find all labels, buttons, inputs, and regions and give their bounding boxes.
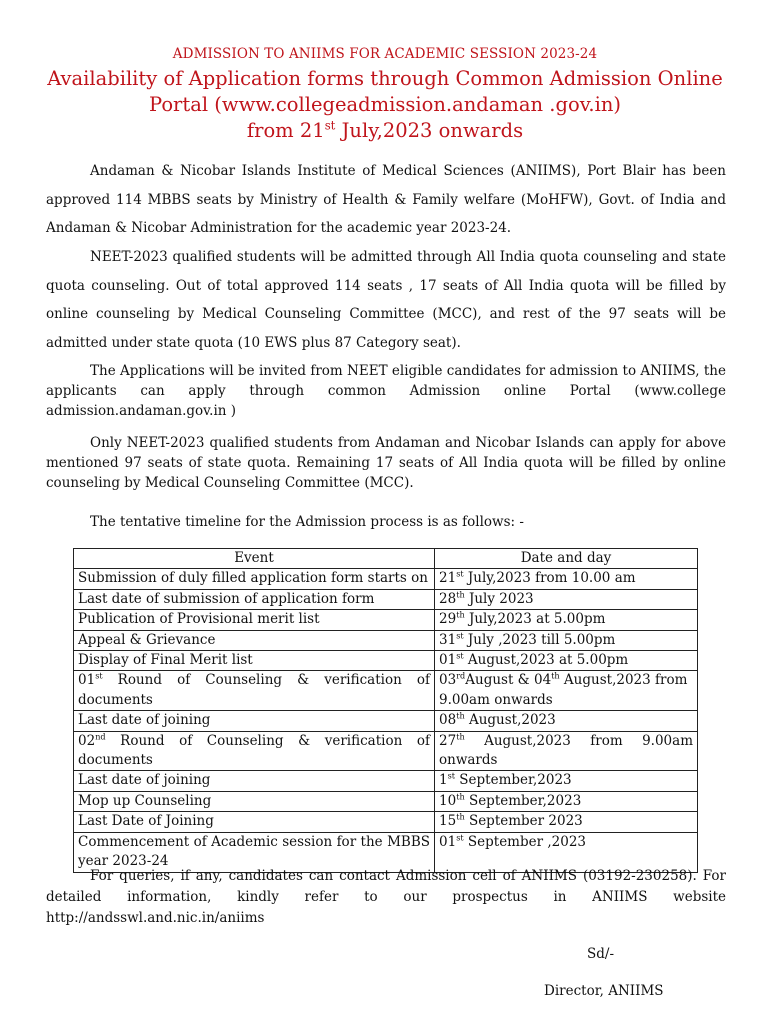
session-heading: ADMISSION TO ANIIMS FOR ACADEMIC SESSION 2023-24 bbox=[172, 46, 598, 62]
event-cell: 01st Round of Counseling & verification of documents bbox=[74, 671, 435, 711]
event-cell: Last Date of Joining bbox=[74, 812, 435, 832]
date-cell: 28th July 2023 bbox=[435, 589, 698, 609]
event-cell: Commencement of Academic session for the MBBS year 2023-24 bbox=[74, 832, 435, 872]
title-line-1: Availability of Application forms through Common Admission Online bbox=[47, 67, 723, 90]
table-row bbox=[74, 569, 698, 589]
title-date-day: from 21 bbox=[246, 119, 325, 142]
table-header-row bbox=[74, 549, 698, 569]
event-cell: Submission of duly filled application form starts on bbox=[74, 569, 435, 589]
title-date-suffix: st bbox=[324, 118, 336, 133]
event-cell: Last date of submission of application form bbox=[74, 589, 435, 609]
date-cell: 01st August,2023 at 5.00pm bbox=[435, 651, 698, 671]
date-cell: 01st September ,2023 bbox=[435, 832, 698, 872]
table-row bbox=[74, 630, 698, 650]
title-date-rest: July,2023 onwards bbox=[335, 119, 524, 142]
event-cell: Publication of Provisional merit list bbox=[74, 610, 435, 630]
event-cell: Display of Final Merit list bbox=[74, 651, 435, 671]
paragraph-quota: NEET-2023 qualified students will be admitted through All India quota counseling and state quota counseling. Out of total approved 114 seats , 17 seats of All India quota will be filled by online counseling by Medical Counseling Committee (MCC), and rest of the 97 seats will be admitted under state quota (10 EWS plus 87 Category seat). bbox=[46, 249, 726, 351]
event-cell: Appeal & Grievance bbox=[74, 630, 435, 650]
date-cell: 15th September 2023 bbox=[435, 812, 698, 832]
date-cell: 27th August,2023 from 9.00am onwards bbox=[435, 731, 698, 771]
event-cell: Last date of joining bbox=[74, 711, 435, 731]
signatory-designation: Director, ANIIMS bbox=[544, 983, 664, 999]
table-row bbox=[74, 791, 698, 811]
table-row bbox=[74, 731, 698, 771]
paragraph-approval: Andaman & Nicobar Islands Institute of Medical Sciences (ANIIMS), Port Blair has been approved 114 MBBS seats by Ministry of Health & Family welfare (MoHFW), Govt. of India and Andaman & Nicobar Administration for the academic year 2023-24. bbox=[46, 163, 726, 236]
paragraph-timeline-intro: The tentative timeline for the Admission process is as follows: - bbox=[90, 514, 524, 530]
table-row bbox=[74, 589, 698, 609]
table-row bbox=[74, 771, 698, 791]
signature-mark: Sd/- bbox=[587, 946, 614, 962]
date-cell: 03rdAugust & 04th August,2023 from 9.00am onwards bbox=[435, 671, 698, 711]
header-date: Date and day bbox=[435, 549, 698, 569]
header-event: Event bbox=[74, 549, 435, 569]
timeline-table bbox=[73, 548, 698, 873]
title-line-3 bbox=[0, 118, 770, 144]
date-cell: 21st July,2023 from 10.00 am bbox=[435, 569, 698, 589]
table-row bbox=[74, 651, 698, 671]
table-row bbox=[74, 711, 698, 731]
paragraph-applications: The Applications will be invited from NEET eligible candidates for admission to ANIIMS, the applicants can apply through common Admission online Portal (www.college admission.andaman.gov.in ) bbox=[46, 363, 726, 419]
table-row bbox=[74, 610, 698, 630]
table-row bbox=[74, 812, 698, 832]
date-cell: 29th July,2023 at 5.00pm bbox=[435, 610, 698, 630]
date-cell: 31st July ,2023 till 5.00pm bbox=[435, 630, 698, 650]
event-cell: Mop up Counseling bbox=[74, 791, 435, 811]
event-cell: Last date of joining bbox=[74, 771, 435, 791]
table-row bbox=[74, 671, 698, 711]
event-cell: 02nd Round of Counseling & verification of documents bbox=[74, 731, 435, 771]
date-cell: 10th September,2023 bbox=[435, 791, 698, 811]
date-cell: 08th August,2023 bbox=[435, 711, 698, 731]
paragraph-eligibility: Only NEET-2023 qualified students from Andaman and Nicobar Islands can apply for above mentioned 97 seats of state quota. Remaining 17 seats of All India quota will be filled by online counseling by Medical Counseling Committee (MCC). bbox=[46, 435, 726, 491]
paragraph-queries: For queries, if any, candidates can contact Admission cell of ANIIMS (03192-230258). For detailed information, kindly refer to our prospectus in ANIIMS website http://andsswl.and.nic.in/aniims bbox=[46, 868, 726, 926]
title-line-2: Portal (www.collegeadmission.andaman .gov.in) bbox=[148, 93, 622, 116]
date-cell: 1st September,2023 bbox=[435, 771, 698, 791]
